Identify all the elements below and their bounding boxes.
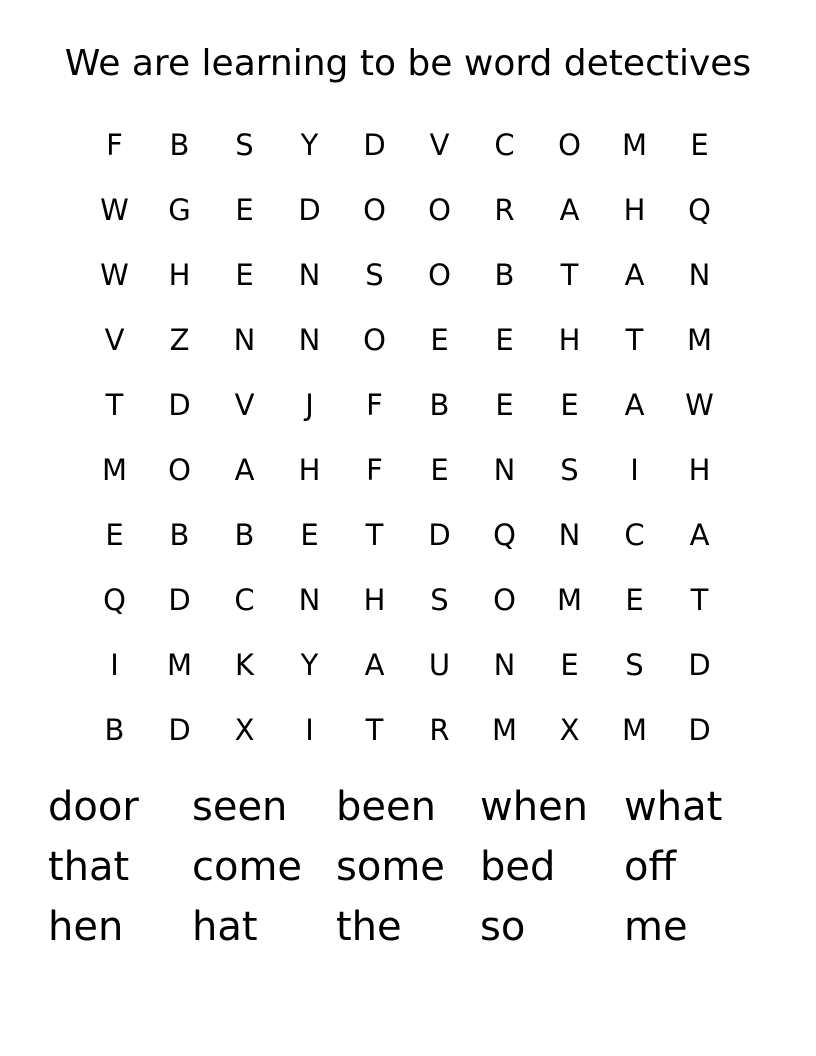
grid-letter: Y: [300, 647, 319, 682]
grid-letter: E: [105, 517, 124, 552]
grid-letter: S: [430, 582, 449, 617]
grid-letter: Q: [103, 582, 126, 617]
grid-letter: N: [688, 257, 711, 292]
grid-letter: I: [110, 647, 119, 682]
grid-letter: D: [688, 712, 711, 747]
grid-letter: B: [234, 517, 255, 552]
grid-letter: T: [105, 387, 124, 422]
grid-letter: M: [101, 452, 128, 487]
grid-letter: M: [686, 322, 713, 357]
grid-letter: H: [363, 582, 386, 617]
grid-letter: V: [104, 322, 125, 357]
grid-letter: S: [235, 127, 254, 162]
grid-letter: N: [493, 647, 516, 682]
grid-letter: G: [168, 192, 191, 227]
grid-letter: A: [689, 517, 710, 552]
grid-letter: H: [298, 452, 321, 487]
word-list-item: seen: [192, 784, 288, 830]
grid-letter: A: [624, 387, 645, 422]
grid-letter: B: [169, 517, 190, 552]
grid-letter: E: [300, 517, 319, 552]
grid-letter: N: [298, 322, 321, 357]
grid-letter: F: [366, 452, 383, 487]
grid-letter: O: [428, 257, 451, 292]
grid-letter: M: [491, 712, 518, 747]
grid-letter: R: [429, 712, 450, 747]
grid-letter: C: [494, 127, 515, 162]
grid-letter: H: [558, 322, 581, 357]
grid-letter: S: [560, 452, 579, 487]
grid-letter: B: [494, 257, 515, 292]
grid-letter: N: [233, 322, 256, 357]
grid-letter: J: [305, 387, 314, 422]
grid-letter: C: [234, 582, 255, 617]
letter-grid: [82, 112, 732, 762]
grid-letter: Z: [169, 322, 190, 357]
word-list-item: me: [624, 904, 688, 950]
grid-letter: A: [364, 647, 385, 682]
grid-letter: R: [494, 192, 515, 227]
grid-letter: B: [169, 127, 190, 162]
grid-letter: T: [365, 517, 384, 552]
grid-letter: O: [363, 322, 386, 357]
grid-letter: D: [168, 387, 191, 422]
grid-letter: M: [621, 127, 648, 162]
grid-letter: X: [234, 712, 255, 747]
grid-letter: H: [168, 257, 191, 292]
word-list-item: hat: [192, 904, 258, 950]
grid-letter: E: [430, 452, 449, 487]
grid-letter: O: [363, 192, 386, 227]
word-list-item: hen: [48, 904, 124, 950]
word-list-item: door: [48, 784, 139, 830]
grid-letter: T: [365, 712, 384, 747]
grid-letter: E: [495, 322, 514, 357]
grid-letter: M: [556, 582, 583, 617]
grid-letter: W: [100, 192, 129, 227]
grid-letter: I: [630, 452, 639, 487]
grid-letter: F: [366, 387, 383, 422]
grid-letter: H: [688, 452, 711, 487]
grid-letter: N: [298, 257, 321, 292]
grid-letter: N: [298, 582, 321, 617]
grid-letter: D: [298, 192, 321, 227]
grid-letter: W: [100, 257, 129, 292]
grid-letter: E: [430, 322, 449, 357]
page-title: We are learning to be word detectives: [64, 43, 752, 84]
grid-letter: C: [624, 517, 645, 552]
grid-letter: E: [495, 387, 514, 422]
grid-letter: O: [428, 192, 451, 227]
grid-letter: W: [685, 387, 714, 422]
grid-letter: T: [625, 322, 644, 357]
word-list-item: what: [624, 784, 723, 830]
grid-letter: D: [168, 582, 191, 617]
grid-letter: Q: [688, 192, 711, 227]
word-list-item: that: [48, 844, 130, 890]
grid-letter: A: [624, 257, 645, 292]
word-list-item: so: [480, 904, 526, 950]
grid-letter: E: [560, 647, 579, 682]
grid-letter: D: [363, 127, 386, 162]
grid-letter: M: [166, 647, 193, 682]
word-list-item: when: [480, 784, 589, 830]
grid-letter: E: [690, 127, 709, 162]
word-list-item: off: [624, 844, 677, 890]
grid-letter: N: [558, 517, 581, 552]
grid-letter: O: [493, 582, 516, 617]
grid-letter: D: [688, 647, 711, 682]
grid-letter: E: [625, 582, 644, 617]
grid-letter: A: [234, 452, 255, 487]
grid-letter: K: [234, 647, 255, 682]
grid-letter: U: [428, 647, 451, 682]
grid-letter: O: [168, 452, 191, 487]
grid-letter: V: [234, 387, 255, 422]
grid-letter: X: [559, 712, 580, 747]
grid-letter: B: [104, 712, 125, 747]
grid-letter: F: [106, 127, 123, 162]
grid-letter: I: [305, 712, 314, 747]
grid-letter: D: [428, 517, 451, 552]
word-list-item: the: [336, 904, 402, 950]
grid-letter: S: [625, 647, 644, 682]
grid-letter: M: [621, 712, 648, 747]
grid-letter: N: [493, 452, 516, 487]
word-list-item: bed: [480, 844, 556, 890]
grid-letter: Q: [493, 517, 516, 552]
word-list-item: come: [192, 844, 303, 890]
grid-letter: V: [429, 127, 450, 162]
grid-letter: S: [365, 257, 384, 292]
word-list-item: some: [336, 844, 445, 890]
grid-letter: E: [235, 192, 254, 227]
grid-letter: T: [560, 257, 579, 292]
word-list: [48, 781, 768, 961]
grid-letter: D: [168, 712, 191, 747]
word-list-item: been: [336, 784, 436, 830]
grid-letter: A: [559, 192, 580, 227]
grid-letter: O: [558, 127, 581, 162]
grid-letter: B: [429, 387, 450, 422]
grid-letter: E: [560, 387, 579, 422]
grid-letter: Y: [300, 127, 319, 162]
grid-letter: E: [235, 257, 254, 292]
grid-letter: H: [623, 192, 646, 227]
grid-letter: T: [690, 582, 709, 617]
